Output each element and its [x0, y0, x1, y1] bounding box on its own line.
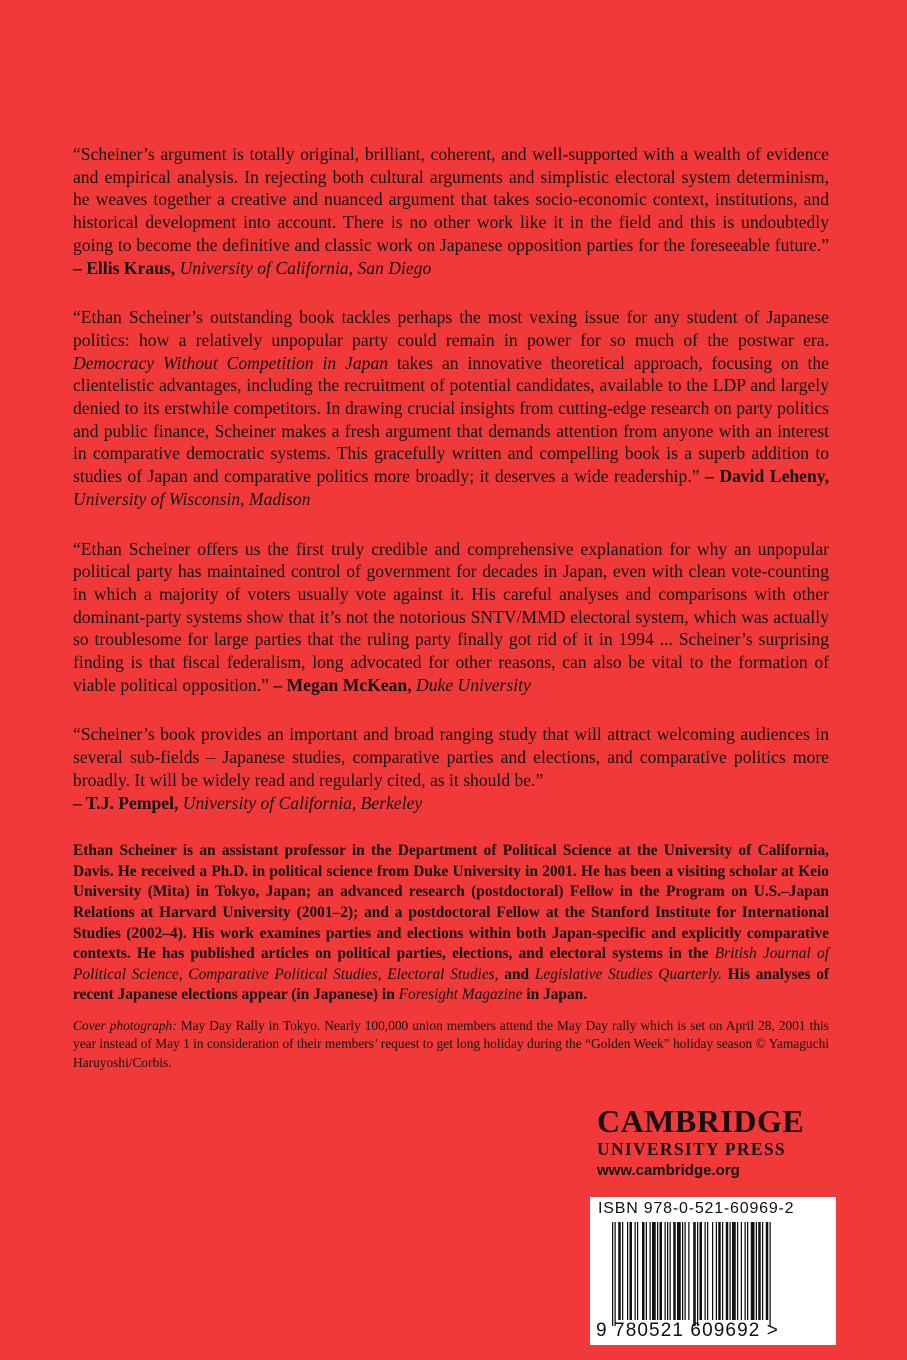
quote-affiliation: University of California, San Diego — [179, 257, 432, 278]
barcode-bar — [762, 1222, 763, 1320]
barcode-bar — [677, 1222, 681, 1320]
barcode-bar — [726, 1222, 729, 1320]
barcode-bar — [751, 1222, 755, 1320]
review-quote-4: “Scheiner’s book provides an important and broad ranging study that will attract welcoming audiences in several sub-fields – Japanese studies, comparative parties and elections, and comparative politics more broadly. It will be widely read and regularly cited, as it should be.” – T.J. Pempel, University of California, Berkeley — [73, 724, 829, 813]
barcode-bar — [652, 1222, 656, 1320]
barcode-bar — [716, 1222, 717, 1320]
quote-affiliation: University of California, Berkeley — [182, 792, 423, 813]
review-quote-2: “Ethan Scheiner’s outstanding book tackles perhaps the most vexing issue for any student of Japanese politics: how a relatively unpopular party could remain in power for so much of the postwar era. Democracy Without Competition in Japan takes an innovative theoretical approach, focusing on the clientelistic advantages, including the recruitment of potential candidates, available to the LDP and largely denied to its erstwhile competitors. In drawing crucial insights from cutting-edge research on party politics and public finance, Scheiner makes a fresh argument that demands attention from anyone with an interest in comparative democratic systems. This gracefully written and compelling book is a superb addition to studies of Japan and comparative politics more broadly; it deserves a wide readership.” – David Leheny, University of Wisconsin, Madison — [73, 307, 829, 509]
journal-names: British Journal of Political Science, Comparative Political Studies, Electoral Studies, — [73, 945, 829, 983]
barcode-bar — [615, 1222, 616, 1326]
barcode-bar — [637, 1222, 638, 1320]
quote-affiliation: University of Wisconsin, Madison — [73, 488, 311, 509]
magazine-name: Foresight Magazine — [398, 986, 523, 1004]
barcode-bar — [673, 1222, 676, 1320]
quote-author: – David Leheny, — [705, 466, 829, 487]
barcode-bar — [758, 1222, 761, 1320]
quote-author: – Ellis Kraus, — [73, 257, 176, 278]
barcode-bar — [770, 1222, 771, 1326]
barcode-bar — [693, 1222, 696, 1326]
barcode-bar — [665, 1222, 666, 1320]
barcode-bar — [667, 1222, 668, 1320]
barcode-digits: 9 780521 609692 > — [596, 1320, 780, 1341]
barcode-bar — [612, 1222, 613, 1326]
barcode-bar — [642, 1222, 645, 1320]
barcode-bar — [670, 1222, 671, 1320]
barcode-bar — [630, 1222, 633, 1320]
barcode-bar — [747, 1222, 748, 1320]
barcode-bar — [741, 1222, 742, 1320]
quote-author: – T.J. Pempel, — [73, 792, 179, 813]
cover-text — [73, 143, 829, 1072]
barcode-bar — [705, 1222, 706, 1320]
barcode-bar — [712, 1222, 713, 1320]
book-title: Democracy Without Competition in Japan — [73, 352, 389, 373]
barcode-bar — [685, 1222, 686, 1320]
barcode-bar — [682, 1222, 683, 1320]
barcode-bar — [700, 1222, 703, 1320]
publisher-logo — [597, 1104, 837, 1182]
barcode-bar — [635, 1222, 636, 1320]
isbn-number: ISBN 978-0-521-60969-2 — [598, 1200, 795, 1217]
publisher-name: CAMBRIDGE — [597, 1103, 805, 1139]
barcode-bar — [646, 1222, 647, 1320]
journal-name-last: Legislative Studies Quarterly. — [534, 965, 723, 983]
isbn-barcode — [590, 1197, 836, 1345]
barcode-bar — [766, 1222, 769, 1320]
barcode-bar — [722, 1222, 723, 1320]
barcode-bar — [697, 1222, 698, 1326]
quote-author: – Megan McKean, — [273, 674, 412, 695]
quote-affiliation: Duke University — [416, 674, 531, 695]
publisher-subtitle: UNIVERSITY PRESS — [597, 1139, 786, 1159]
barcode-bar — [688, 1222, 689, 1320]
cover-photo-credit: Cover photograph: May Day Rally in Tokyo. Nearly 100,000 union members attend the May Day rally which is set on April 28, 2001 this year instead of May 1 in consideration of their members’ request to get long holiday during the “Golden Week” holiday season © Yamaguchi Haruyoshi/Corbis. — [73, 1018, 829, 1070]
barcode-bar — [718, 1222, 721, 1320]
barcode-bar — [657, 1222, 658, 1320]
barcode-bar — [650, 1222, 651, 1320]
barcode-bar — [732, 1222, 736, 1320]
author-bio: Ethan Scheiner is an assistant professor in the Department of Political Science at the University of California, Davis. He received a Ph.D. in political science from Duke University in 2001. He has been a visiting scholar at Keio University (Mita) in Tokyo, Japan; an advanced research (postdoctoral) Fellow in the Program on U.S.–Japan Relations at Harvard University (2001–2); and a postdoctoral Fellow at the Stanford Institute for International Studies (2002–4). His work examines parties and elections within both Japan-specific and explicitly comparative contexts. He has published articles on political parties, elections, and electoral systems in the British Journal of Political Science, Comparative Political Studies, Electoral Studies, and Legislative Studies Quarterly. His analyses of recent Japanese elections appear (in Japanese) in Foresight Magazine in Japan. — [73, 842, 830, 1004]
barcode-bar — [737, 1222, 738, 1320]
barcode-bar — [756, 1222, 757, 1320]
barcode-bar — [730, 1222, 731, 1320]
publisher-url: www.cambridge.org — [597, 1162, 740, 1179]
review-quote-1: “Scheiner’s argument is totally original, brilliant, coherent, and well-supported with a wealth of evidence and empirical analysis. In rejecting both cultural arguments and simplistic electoral system determinism, he weaves together a creative and nuanced argument that takes socio-economic context, institutions, and historical development into account. There is no other work like it in the field and this is undoubtedly going to become the definitive and classic work on Japanese opposition parties for the foreseeable future.” – Ellis Kraus, University of California, San Diego — [73, 144, 829, 278]
barcode-bar — [707, 1222, 708, 1320]
credit-label: Cover photograph: — [73, 1018, 177, 1034]
review-quote-3: “Ethan Scheiner offers us the first truly credible and comprehensive explanation for why an unpopular political party has maintained control of government for decades in Japan, even with clean vote-counting in which a majority of voters usually vote against it. His careful analyses and comparisons with other dominant-party systems show that it’s not the notorious SNTV/MMD electoral system, which was actually so troublesome for large parties that the ruling party finally got rid of it in 1994 ... Scheiner’s surprising finding is that fiscal federalism, long advocated for other reasons, can also be vital to the formation of viable political opposition.” – Megan McKean, Duke University — [73, 538, 829, 695]
barcode-bar — [660, 1222, 663, 1320]
barcode-bar — [627, 1222, 628, 1320]
barcode-bar — [622, 1222, 623, 1320]
barcode-bar — [745, 1222, 746, 1320]
barcode-bar — [618, 1222, 621, 1320]
